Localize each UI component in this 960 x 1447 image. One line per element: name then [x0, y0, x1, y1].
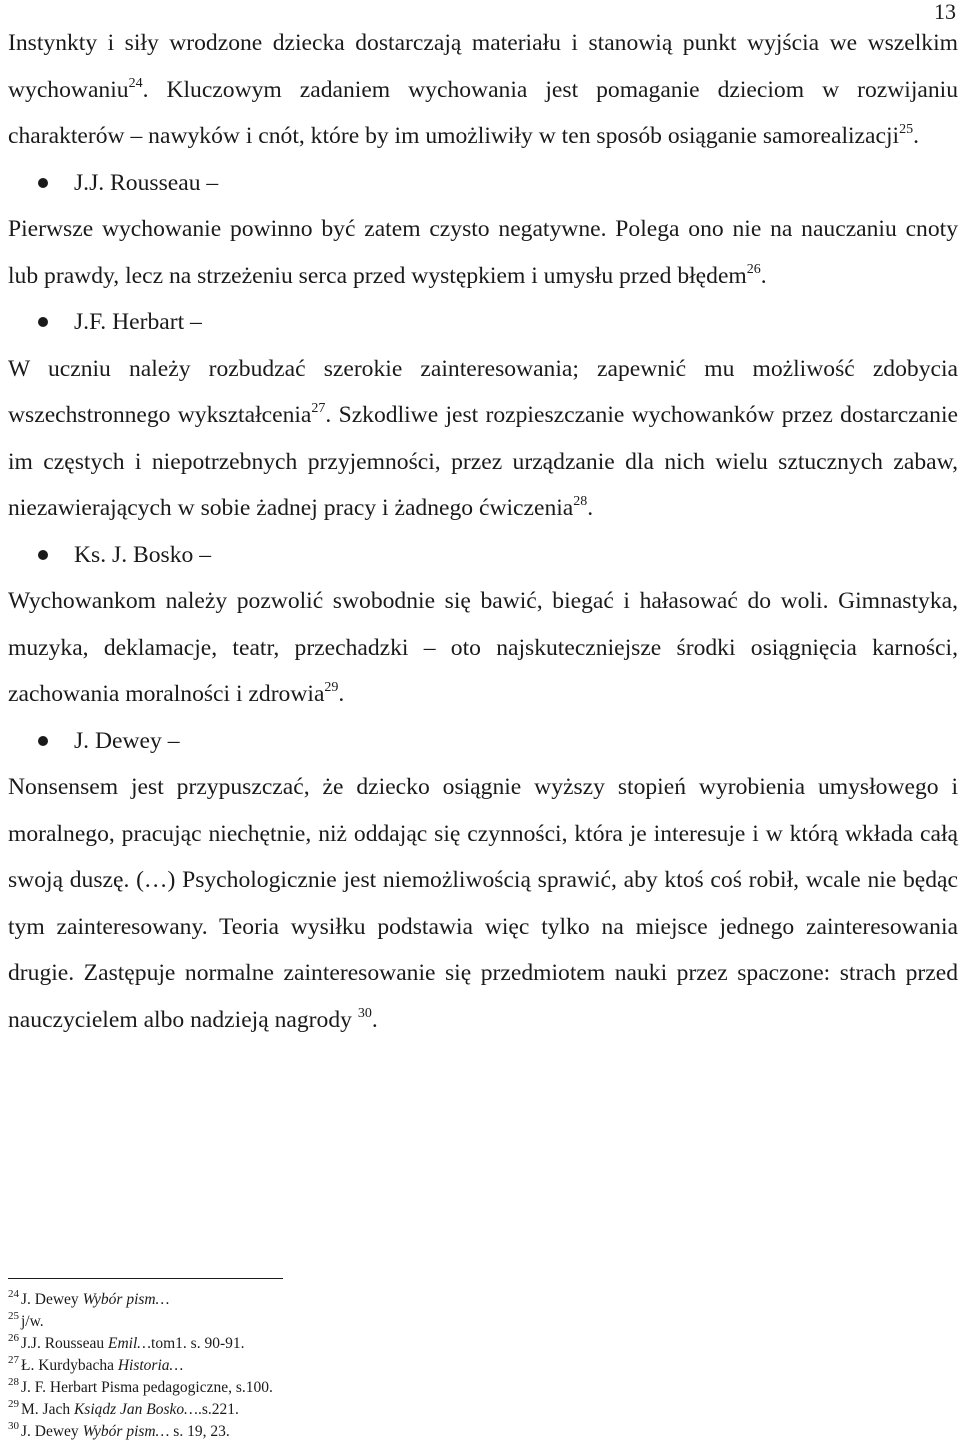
- paragraph-dewey: Nonsensem jest przypuszczać, że dziecko osiągnie wyższy stopień wyrobienia umysłowego i moralnego, pracując niechętnie, niż oddając się czynności, która je interesuje i w którą wkłada całą swoją duszę. (…) Psychologicznie jest niemożliwością sprawić, aby ktoś coś robił, wcale nie będąc tym zainteresowany. Teoria wysiłku podstawia więc tylko na miejsce jednego zainteresowania drugie. Zastępuje normalne zainteresowanie się przedmiotem nauki przez spaczone: strach przed nauczycielem albo nadzieją nagrody $^{30}$.: [8, 774, 958, 1033]
- bullet-dot-icon: [38, 178, 48, 188]
- footnote-separator: [8, 1278, 283, 1279]
- footnote-ref-25: 25: [899, 122, 914, 137]
- bullet-bosko: Ks. J. Bosko –: [8, 532, 958, 579]
- bullet-dot-icon: [38, 317, 48, 327]
- footnote-29: $^{29}$ M. Jach Ksiądz Jan Bosko….s.221.: [8, 1398, 239, 1418]
- bullet-rousseau: J.J. Rousseau –: [8, 160, 958, 207]
- paragraph-bosko: Wychowankom należy pozwolić swobodnie się bawić, biegać i hałasować do woli. Gimnastyka, muzyka, deklamacje, teatr, przechadzki – oto najskuteczniejsze środki osiągnięcia karności, zachowania moralności i zdrowia$^{29}$.: [8, 588, 958, 707]
- footnote-ref-28: 28: [573, 494, 588, 509]
- paragraph-herbart: W uczniu należy rozbudzać szerokie zainteresowania; zapewnić mu możliwość zdobycia wszechstronnego wykształcenia$^{27}$. Szkodliwe jest rozpieszczanie wychowanków przez dostarczanie im częstych i niepotrzebnych przyjemności, przez urządzanie dla nich wielu sztucznych zabaw, niezawierających w sobie żadnej pracy i żadnego ćwiczenia$^{28}$.: [8, 355, 958, 521]
- bullet-dot-icon: [38, 550, 48, 560]
- bullet-dot-icon: [38, 736, 48, 746]
- footnotes: [8, 1289, 708, 1443]
- footnote-25: $^{25}$ j/w.: [8, 1310, 44, 1330]
- footnote-24: $^{24}$ J. Dewey Wybór pism…: [8, 1288, 170, 1308]
- main-text: [8, 20, 958, 1043]
- footnote-27: $^{27}$ Ł. Kurdybacha Historia…: [8, 1354, 184, 1374]
- bullet-herbart: J.F. Herbart –: [8, 299, 958, 346]
- paragraph-rousseau: Pierwsze wychowanie powinno być zatem czysto negatywne. Polega ono nie na nauczaniu cnoty lub prawdy, lecz na strzeżeniu serca przed występkiem i umysłu przed błędem$^{26}$.: [8, 216, 958, 289]
- footnote-28: $^{28}$ J. F. Herbart Pisma pedagogiczne, s.100.: [8, 1376, 273, 1396]
- footnote-ref-29: 29: [324, 680, 339, 695]
- footnote-ref-24: 24: [128, 75, 143, 91]
- footnote-ref-27: 27: [311, 401, 326, 416]
- footnote-ref-26: 26: [746, 261, 761, 277]
- footnote-30: $^{30}$ J. Dewey Wybór pism… s. 19, 23.: [8, 1420, 230, 1440]
- footnote-26: $^{26}$ J.J. Rousseau Emil…tom1. s. 90-91.: [8, 1332, 245, 1352]
- footnote-ref-30: 30: [357, 1005, 372, 1021]
- paragraph-instincts: Instynkty i siły wrodzone dziecka dostarczają materiału i stanowią punkt wyjścia we wszelkim wychowaniu$^{24}$. Kluczowym zadaniem wychowania jest pomaganie dzieciom w rozwijaniu charakterów – nawyków i cnót, które by im umożliwiły w ten sposób osiąganie samorealizacji$^{25}$.: [8, 30, 958, 149]
- page-number: 13: [934, 0, 956, 24]
- bullet-dewey: J. Dewey –: [8, 718, 958, 765]
